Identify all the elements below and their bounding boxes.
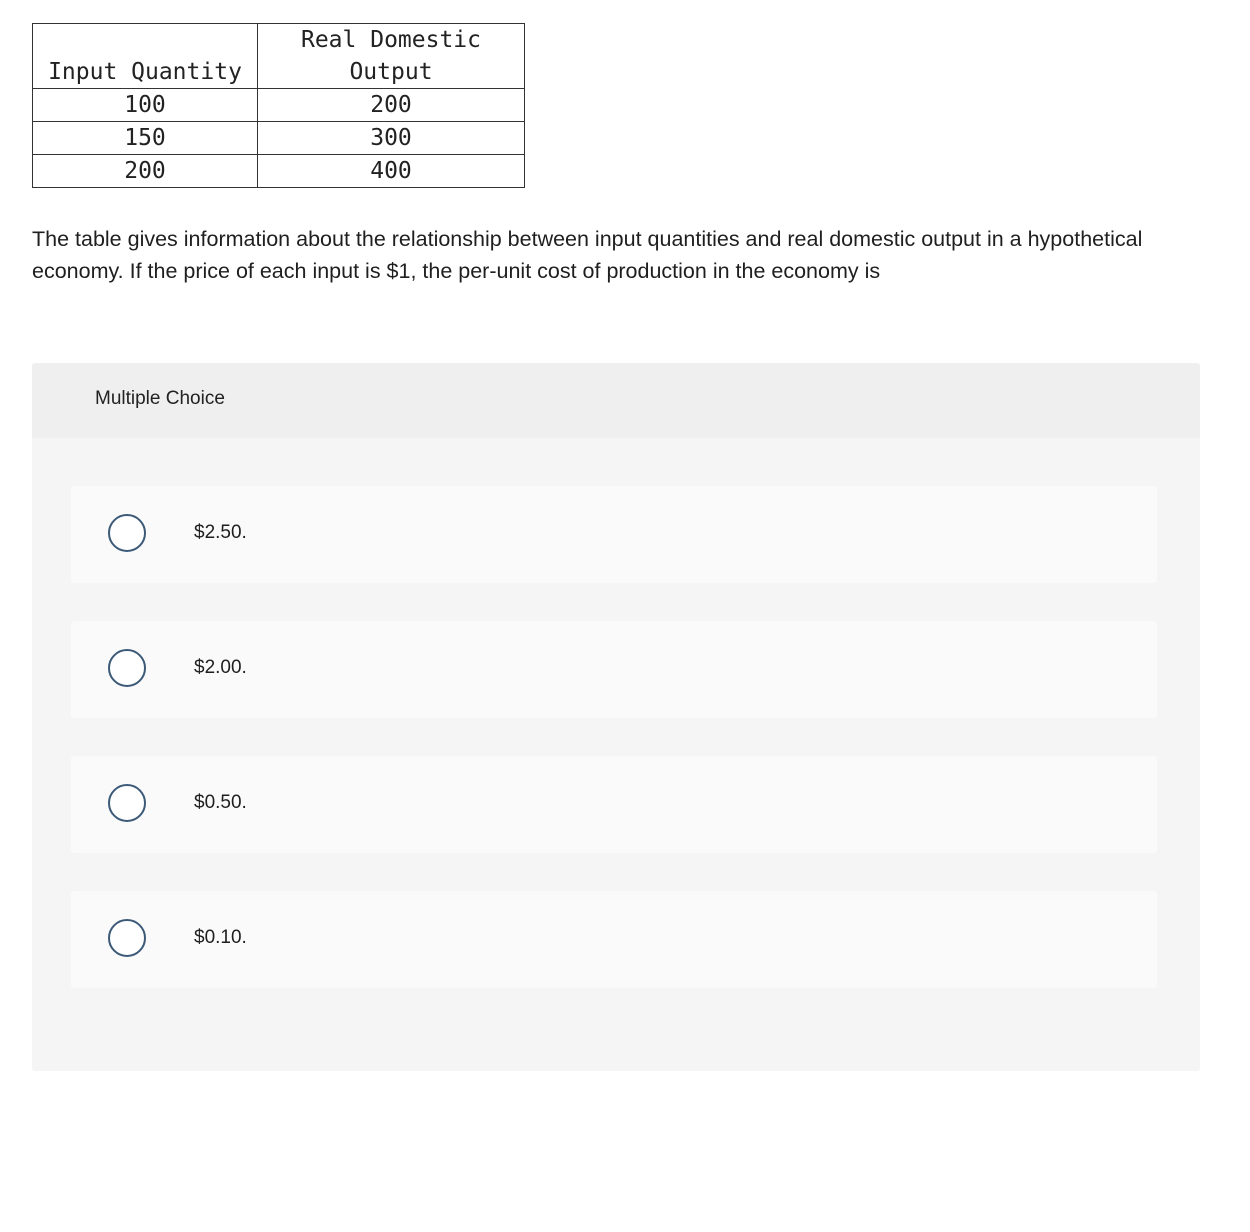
answer-option-label: $0.50. [194, 792, 247, 813]
multiple-choice-header [32, 363, 1200, 438]
answer-option-1[interactable] [71, 486, 1157, 583]
radio-button[interactable] [108, 784, 146, 822]
cell-output: 400 [258, 155, 525, 188]
table-row [33, 155, 525, 188]
cell-output: 200 [258, 89, 525, 122]
radio-button[interactable] [108, 514, 146, 552]
header-output-line1: Real Domestic [300, 27, 481, 53]
radio-button[interactable] [108, 919, 146, 957]
question-prompt: The table gives information about the relationship between input quantities and real domestic output in a hypothetical economy. If the price of each input is $1, the per-unit cost of production in the economy is [32, 227, 1143, 283]
data-table [32, 23, 525, 188]
answer-option-label: $2.00. [194, 657, 247, 678]
cell-input: 150 [33, 122, 258, 155]
multiple-choice-panel [32, 363, 1200, 1071]
cell-output: 300 [258, 122, 525, 155]
header-input-quantity [33, 24, 258, 89]
answer-option-label: $0.10. [194, 927, 247, 948]
cell-input: 200 [33, 155, 258, 188]
header-output-line2: Output [349, 59, 433, 85]
radio-button[interactable] [108, 649, 146, 687]
multiple-choice-label: Multiple Choice [95, 388, 225, 409]
answer-option-2[interactable] [71, 621, 1157, 718]
header-input-quantity-text: Input Quantity [48, 59, 242, 85]
answer-option-4[interactable] [71, 891, 1157, 988]
table-row [33, 122, 525, 155]
table-header-row [33, 24, 525, 89]
answer-option-3[interactable] [71, 756, 1157, 853]
header-real-domestic-output [258, 24, 525, 89]
table-row [33, 89, 525, 122]
answer-option-label: $2.50. [194, 522, 247, 543]
cell-input: 100 [33, 89, 258, 122]
